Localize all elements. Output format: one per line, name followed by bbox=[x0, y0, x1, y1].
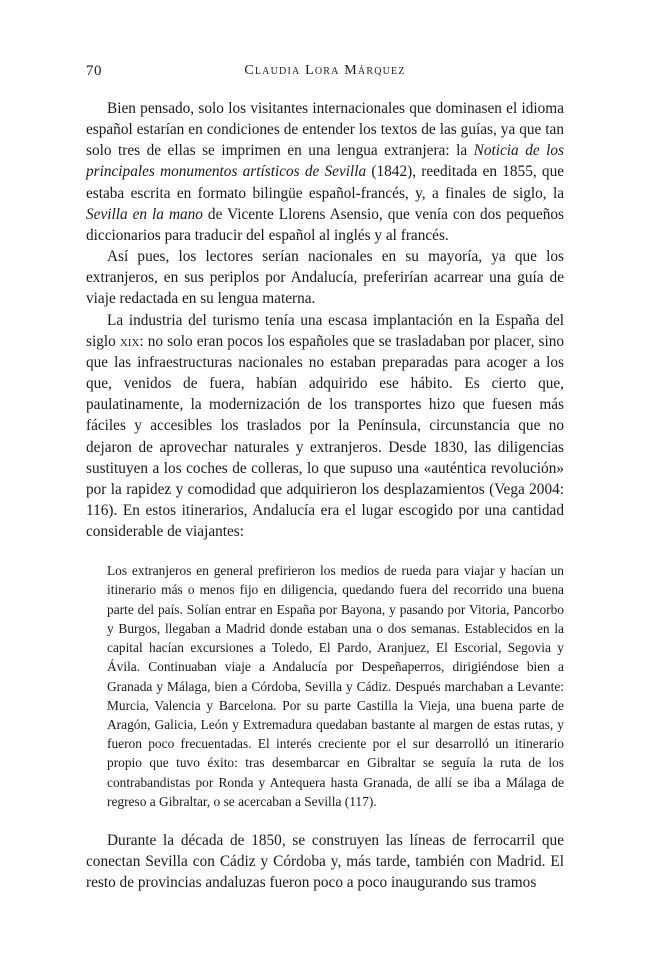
paragraph-1 bbox=[86, 98, 564, 246]
book-title-sevilla-en-la-mano: Sevilla en la mano bbox=[86, 205, 203, 223]
century-numeral: xix bbox=[119, 332, 140, 350]
paragraph-3 bbox=[86, 310, 564, 543]
paragraph-1-text-c: de Vicente Llorens Asensio, que venía con dos pequeños diccionarios para traducir del español al inglés y al francés. bbox=[86, 205, 564, 244]
running-head: Claudia Lora Márquez bbox=[244, 63, 406, 78]
book-title-noticia: Noticia de los principales monumentos artísticos de Sevilla bbox=[86, 142, 564, 181]
paragraph-1-text-b: (1842), reeditada en 1855, que estaba escrita en formato bilingüe español-francés, y, a finales de siglo, la bbox=[86, 163, 565, 202]
page-number: 70 bbox=[86, 63, 102, 79]
paragraph-3-text-b: : no solo eran pocos los españoles que se trasladaban por placer, sino que las infraestructuras nacionales no estaban preparadas para acoger a los que, venidos de fuera, habían adquirido ese hábito. Es cierto que, paulatinamente, la modernización de los transportes hizo que fuesen más fáciles y accesibles los traslados por la Península, circunstancia que no dejaron de aprovechar naturales y extranjeros. Desde 1830, las diligencias sustituyen a los coches de colleras, lo que supuso una «auténtica revolución» por la rapidez y comodidad que adquirieron los desplazamientos (Vega 2004: 116). En estos itinerarios, Andalucía era el lugar escogido por una cantidad considerable de viajantes: bbox=[86, 332, 564, 541]
paragraph-1-text-a: Bien pensado, solo los visitantes internacionales que dominasen el idioma español estarían en condiciones de entender los textos de las guías, ya que tan solo tres de ellas se imprimen en una lengua extranjera: la bbox=[86, 100, 564, 160]
body-text bbox=[86, 98, 564, 893]
paragraph-2: Así pues, los lectores serían nacionales en su mayoría, ya que los extranjeros, en sus periplos por Andalucía, preferirían acarrear una guía de viaje redactada en su lengua materna. bbox=[86, 248, 564, 308]
block-quote bbox=[107, 561, 564, 811]
paragraph-3-text-a: La industria del turismo tenía una escasa implantación en la España del siglo bbox=[86, 311, 564, 350]
block-quote-text: Los extranjeros en general prefirieron los medios de rueda para viajar y hacían un itinerario más o menos fijo en diligencia, quedando fuera del recorrido una buena parte del país. Solían entrar en España por Bayona, y pasando por Vitoria, Pancorbo y Burgos, llegaban a Madrid donde estaban una o dos semanas. Establecidos en la capital hacían excursiones a Toledo, El Pardo, Aranjuez, El Escorial, Segovia y Ávila. Continuaban viaje a Andalucía por Despeñaperros, dirigiéndose bien a Granada y Málaga, bien a Córdoba, Sevilla y Cádiz. Después marchaban a Levante: Murcia, Valencia y Barcelona. Por su parte Castilla la Vieja, una buena parte de Aragón, Galicia, León y Extremadura quedaban bastante al margen de estas rutas, y fueron poco frecuentadas. El interés creciente por el sur desarrolló un itinerario propio que tuvo éxito: tras desembarcar en Gibraltar se seguía la ruta de los contrabandistas por Ronda y Antequera hasta Granada, de allí se iba a Málaga de regreso a Gibraltar, o se acercaban a Sevilla (117). bbox=[107, 563, 564, 809]
paragraph-4: Durante la década de 1850, se construyen las líneas de ferrocarril que conectan Sevilla con Cádiz y Córdoba y, más tarde, también con Madrid. El resto de provincias andaluzas fueron poco a poco inaugurando sus tramos bbox=[86, 831, 564, 892]
